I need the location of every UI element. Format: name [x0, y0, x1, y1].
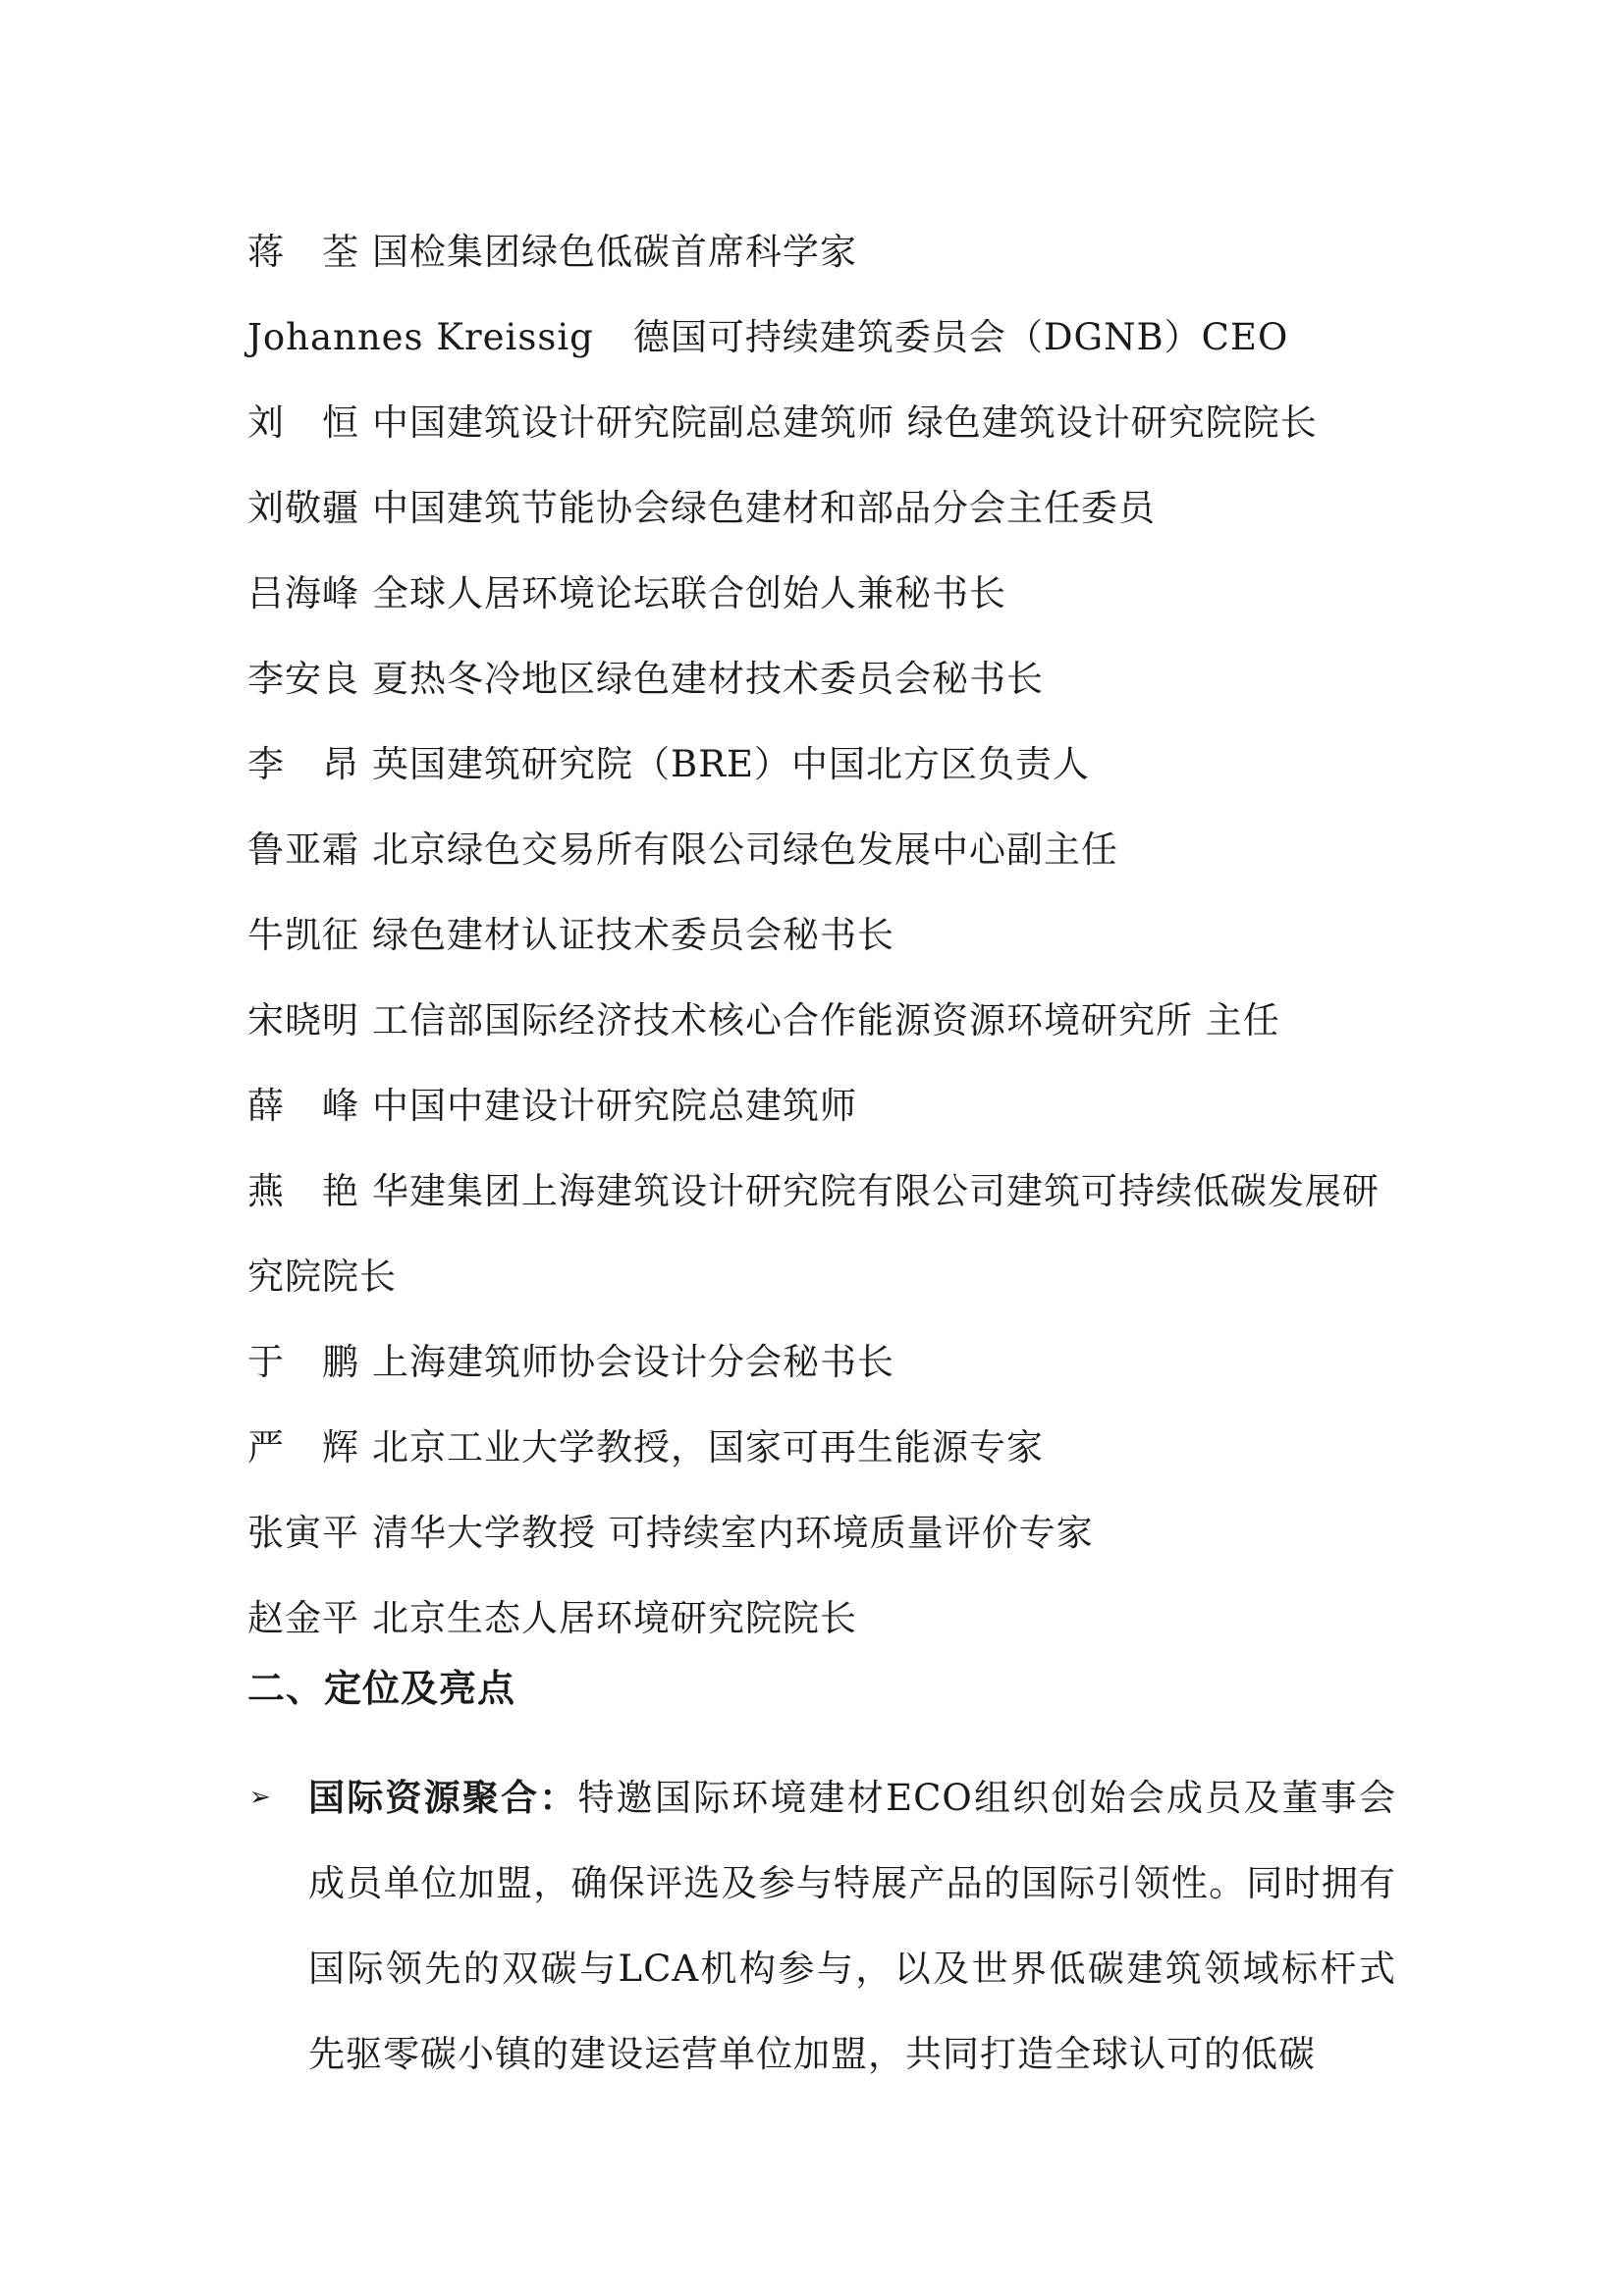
list-item — [247, 1405, 1396, 1490]
list-item — [247, 1148, 1396, 1319]
highlight-body: 特邀国际环境建材ECO组织创始会成员及董事会成员单位加盟，确保评选及参与特展产品的国际引领性。同时拥有国际领先的双碳与LCA机构参与，以及世界低碳建筑领域标杆式先驱零碳小镇的建设运营单位加盟，共同打造全球认可的低碳 — [308, 1777, 1397, 2075]
list-item — [247, 892, 1396, 978]
list-item — [247, 465, 1396, 551]
expert-title: 上海建筑师协会设计分会秘书长 — [372, 1341, 894, 1383]
expert-title: 国检集团绿色低碳首席科学家 — [372, 231, 857, 273]
expert-title: 清华大学教授 可持续室内环境质量评价专家 — [372, 1512, 1094, 1554]
expert-title: 中国建筑设计研究院副总建筑师 绿色建筑设计研究院院长 — [372, 401, 1318, 444]
highlights-list — [247, 1755, 1396, 2097]
expert-name: 鲁亚霜 — [247, 828, 359, 871]
expert-title: 工信部国际经济技术核心合作能源资源环境研究所 主任 — [372, 999, 1280, 1041]
list-item — [247, 1490, 1396, 1575]
expert-name: 吕海峰 — [247, 572, 359, 614]
arrow-bullet-icon: ➢ — [249, 1783, 271, 1812]
list-item — [247, 294, 1396, 380]
expert-title: 德国可持续建筑委员会（DGNB）CEO — [632, 316, 1289, 358]
list-item — [247, 807, 1396, 892]
list-item — [247, 636, 1396, 721]
expert-name: 张寅平 — [247, 1512, 359, 1554]
expert-name: 薛 峰 — [247, 1085, 359, 1127]
expert-name: 严 辉 — [247, 1426, 359, 1468]
list-item — [247, 721, 1396, 807]
expert-name: Johannes Kreissig — [247, 316, 594, 358]
section-heading: 二、定位及亮点 — [247, 1667, 516, 1710]
highlight-label: 国际资源聚合： — [308, 1777, 578, 1819]
list-item — [247, 1575, 1396, 1661]
highlight-item — [247, 1755, 1396, 2097]
expert-name: 刘 恒 — [247, 401, 359, 444]
expert-title: 中国建筑节能协会绿色建材和部品分会主任委员 — [372, 487, 1156, 529]
expert-title: 北京生态人居环境研究院院长 — [372, 1597, 857, 1639]
expert-name: 赵金平 — [247, 1597, 359, 1639]
expert-title: 华建集团上海建筑设计研究院有限公司建筑可持续低碳发展研究院院长 — [247, 1170, 1380, 1298]
expert-name: 于 鹏 — [247, 1341, 359, 1383]
expert-name: 宋晓明 — [247, 999, 359, 1041]
list-item — [247, 978, 1396, 1063]
expert-title: 北京绿色交易所有限公司绿色发展中心副主任 — [372, 828, 1118, 871]
expert-name: 蒋 荃 — [247, 231, 359, 273]
expert-list — [247, 209, 1396, 1661]
expert-title: 北京工业大学教授，国家可再生能源专家 — [372, 1426, 1044, 1468]
expert-name: 李 昂 — [247, 743, 359, 785]
list-item — [247, 1319, 1396, 1405]
list-item — [247, 1063, 1396, 1148]
expert-title: 英国建筑研究院（BRE）中国北方区负责人 — [372, 743, 1091, 785]
expert-name: 燕 艳 — [247, 1170, 359, 1212]
highlight-paragraph — [308, 1755, 1396, 2097]
expert-title: 中国中建设计研究院总建筑师 — [372, 1085, 857, 1127]
list-item — [247, 209, 1396, 294]
expert-name: 刘敬疆 — [247, 487, 359, 529]
expert-title: 全球人居环境论坛联合创始人兼秘书长 — [372, 572, 1006, 614]
list-item — [247, 380, 1396, 465]
expert-name: 李安良 — [247, 658, 359, 700]
list-item — [247, 551, 1396, 636]
expert-title: 夏热冬冷地区绿色建材技术委员会秘书长 — [372, 658, 1044, 700]
expert-title: 绿色建材认证技术委员会秘书长 — [372, 914, 894, 956]
expert-name: 牛凯征 — [247, 914, 359, 956]
